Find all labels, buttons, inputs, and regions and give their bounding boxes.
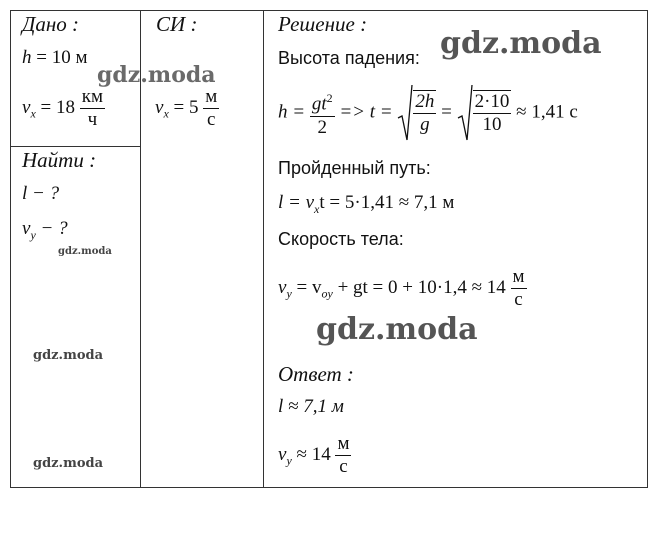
- watermark: gdz.moda: [440, 26, 602, 61]
- answer-header: Ответ :: [278, 362, 354, 386]
- distance-label: Пройденный путь:: [278, 158, 431, 178]
- find-velocity: $v_y$ − ?: [22, 218, 68, 242]
- solution-header: Решение :: [278, 12, 368, 36]
- given-header: Дано :: [22, 12, 80, 36]
- sqrt-numeric: $\frac{2\cdot 10}{10}$: [457, 84, 512, 142]
- formula-speed: $v_y = v_{oy}$ + gt = 0 + 10·1,4 ≈ 14 $\frac{м}{с}$: [278, 266, 525, 310]
- si-velocity: $v_x = 5$ $\frac{м}{с}$: [155, 86, 218, 130]
- find-header: Найти :: [22, 148, 97, 172]
- formula-distance: $l = v_xt = 5\cdot 1,41 \approx 7,1$ м: [278, 192, 455, 216]
- watermark: gdz.moda: [58, 246, 112, 257]
- answer-speed: $v_y \approx 14$ $\frac{м}{с}$: [278, 433, 350, 477]
- watermark: gdz.moda: [316, 312, 478, 347]
- answer-distance: l ≈ 7,1 м: [278, 396, 344, 417]
- watermark: gdz.moda: [33, 348, 104, 363]
- sqrt-2h-over-g: $\frac{2h}{g}$: [397, 84, 436, 142]
- given-height: h = 10 м: [22, 47, 88, 68]
- watermark: gdz.moda: [33, 456, 104, 471]
- watermark: gdz.moda: [97, 62, 216, 88]
- speed-label: Скорость тела:: [278, 229, 404, 249]
- row-divider: [10, 146, 141, 147]
- find-distance: l − ?: [22, 183, 60, 204]
- fall-height-label: Высота падения:: [278, 48, 420, 68]
- column-divider-2: [263, 10, 264, 488]
- si-header: СИ :: [156, 12, 198, 36]
- given-velocity: $v_x = 18$ $\frac{км}{ч}$: [22, 86, 103, 130]
- formula-time: h = $\frac{gt^2}{2}$ => t = $\frac{2h}{g}$ = $\frac{2\cdot 10}{10}$ ≈ 1,41 с: [278, 84, 578, 142]
